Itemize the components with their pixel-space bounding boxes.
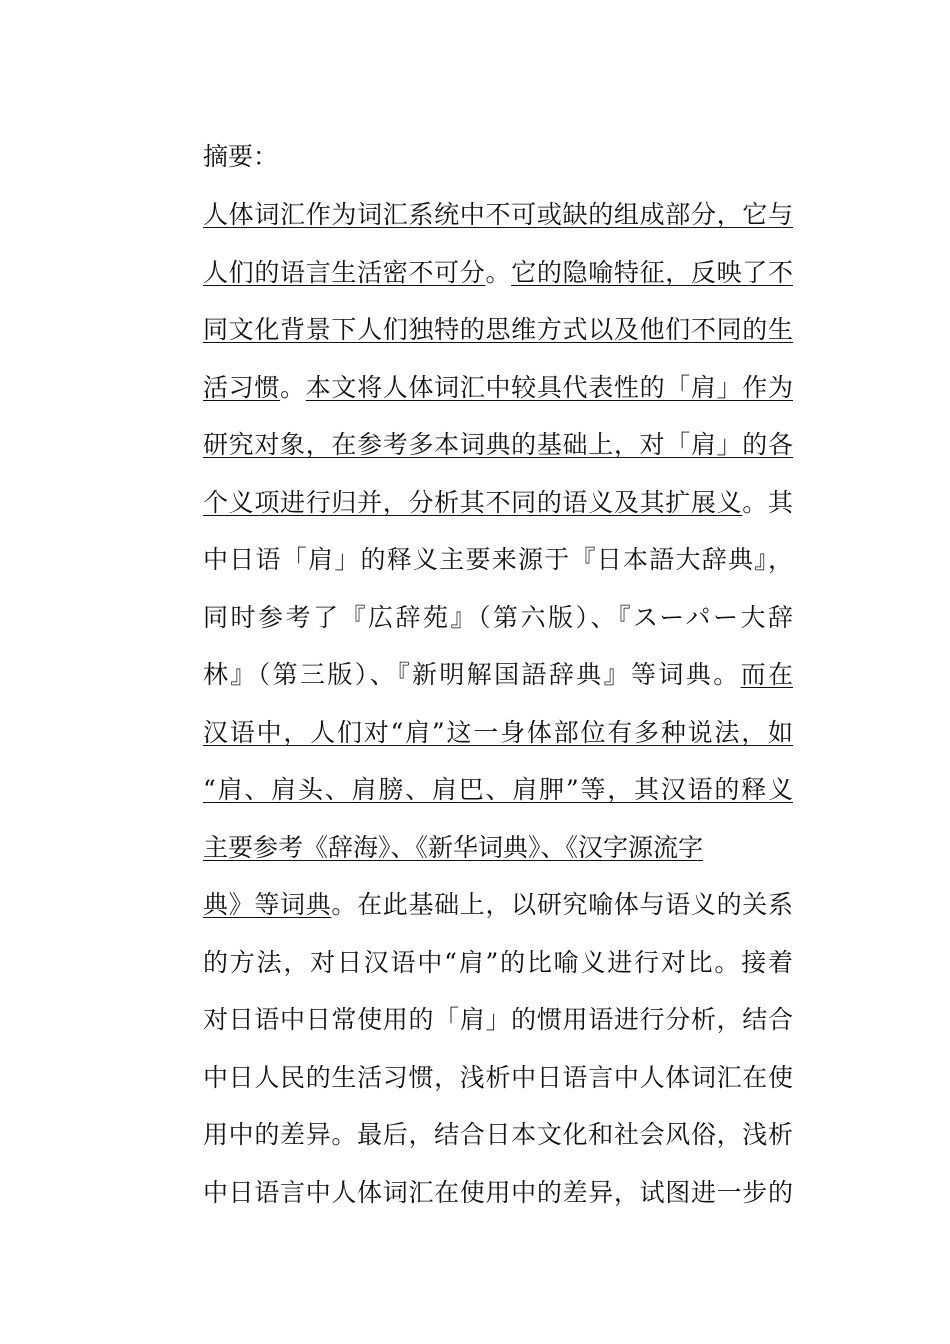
underlined-text: 本文将人体词汇中较具代表性的「肩」作为: [305, 372, 793, 402]
text-line: [203, 1005, 793, 1035]
text-segment: 。在此基础上，以研究喻体与语义的关系: [331, 890, 793, 919]
underlined-text: 它的隐喻特征，反映了不: [511, 257, 793, 287]
text-line: [203, 545, 793, 575]
text-segment: 用中的差异。最后，结合日本文化和社会风俗，浅析: [203, 1120, 793, 1149]
text-line: [203, 1178, 793, 1208]
underlined-text: 人体词汇作为词汇系统中不可或缺的组成部分，它与: [203, 200, 793, 229]
text-line: [203, 373, 793, 403]
underlined-text: 活习惯: [203, 372, 281, 402]
text-segment: 的方法，对日汉语中“肩”的比喻义进行对比。接着: [203, 947, 793, 977]
text-line: [203, 258, 793, 288]
text-line: [203, 948, 793, 978]
text-segment: 。: [280, 372, 306, 402]
underlined-text: 个义项进行归并，分析其不同的语义及其扩展义: [203, 487, 743, 517]
text-segment: 同时参考了『広辞苑』（第六版）、『スーパー大辞: [203, 602, 793, 632]
text-segment: 对日语中日常使用的「肩」的惯用语进行分析，结合: [203, 1005, 793, 1034]
text-line: [203, 1120, 793, 1150]
text-segment: 。: [485, 257, 512, 287]
text-segment: 中日语言中人体词汇在使用中的差异，试图进一步的: [203, 1177, 793, 1207]
text-line: [203, 775, 793, 805]
text-line: [203, 833, 793, 863]
text-line: [203, 1063, 793, 1093]
text-line: [203, 603, 793, 633]
underlined-text: 而在: [740, 660, 793, 689]
text-segment: 中日人民的生活习惯，浅析中日语言中人体词汇在使: [203, 1062, 793, 1092]
text-segment: 。其: [742, 487, 793, 517]
underlined-text: 人们的语言生活密不可分: [203, 257, 486, 287]
text-line: [203, 890, 793, 920]
abstract-heading: 摘要：: [203, 142, 279, 171]
underlined-text: 典》等词典: [203, 890, 332, 919]
underlined-text: 主要参考《辞海》、《新华词典》、《汉字源流字: [203, 832, 704, 862]
text-line: [203, 430, 793, 460]
text-line: [203, 315, 793, 345]
underlined-text: “肩、肩头、肩膀、肩巴、肩胛”等，其汉语的释义: [203, 775, 793, 804]
underlined-text: 汉语中，人们对“肩”这一身体部位有多种说法，如: [203, 717, 793, 747]
text-segment: 中日语「肩」的释义主要来源于『日本語大辞典』，: [203, 545, 793, 574]
text-line: [203, 660, 793, 690]
underlined-text: 同文化背景下人们独特的思维方式以及他们不同的生: [203, 315, 793, 344]
text-line: [203, 200, 793, 230]
text-line: [203, 488, 793, 518]
text-line: [203, 718, 793, 748]
underlined-text: 研究对象，在参考多本词典的基础上，对「肩」的各: [203, 430, 793, 459]
text-segment: 林』（第三版）、『新明解国語辞典』等词典。: [203, 660, 741, 689]
